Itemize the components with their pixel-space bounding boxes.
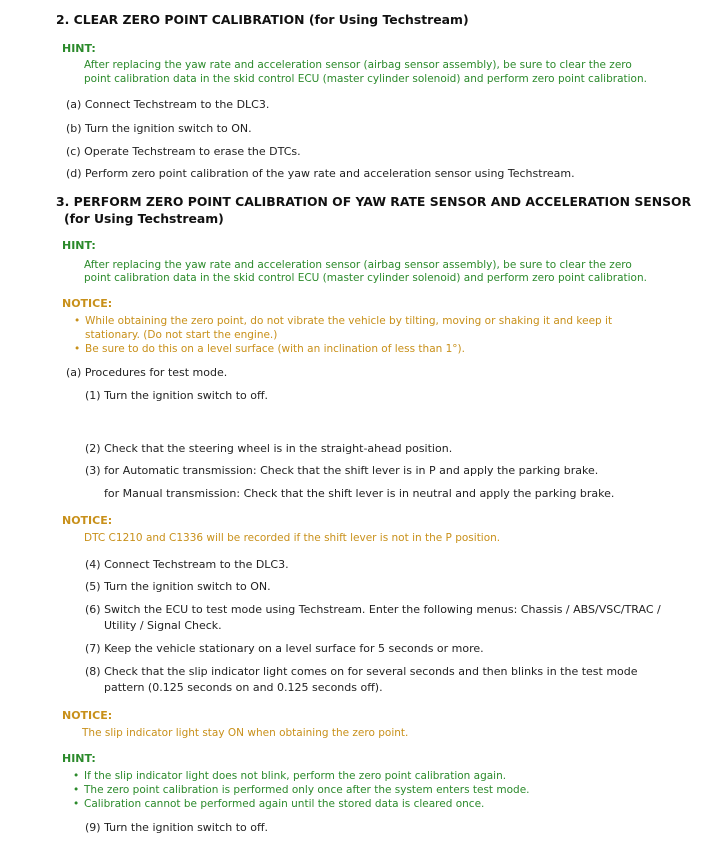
section-2-title: 2. CLEAR ZERO POINT CALIBRATION (for Using Techstream) [56, 12, 469, 27]
hint-label: HINT: [62, 42, 96, 55]
hint-bullet: • Calibration cannot be performed again until the stored data is cleared once. [73, 798, 485, 810]
step-3-manual: for Manual transmission: Check that the shift lever is in neutral and apply the parking brake. [104, 487, 615, 500]
step-7: (7) Keep the vehicle stationary on a level surface for 5 seconds or more. [85, 642, 484, 655]
step-3: (3) for Automatic transmission: Check that the shift lever is in P and apply the parking brake. [85, 464, 599, 477]
notice-label: NOTICE: [62, 709, 113, 722]
hint-text-line: After replacing the yaw rate and acceleration sensor (airbag sensor assembly), be sure to clear the zero [84, 59, 632, 71]
step-5: (5) Turn the ignition switch to ON. [85, 580, 271, 593]
step-4: (4) Connect Techstream to the DLC3. [85, 558, 289, 571]
step-d: (d) Perform zero point calibration of the yaw rate and acceleration sensor using Techstream. [66, 167, 575, 180]
step-a: (a) Connect Techstream to the DLC3. [66, 98, 270, 111]
hint-text-line: point calibration data in the skid control ECU (master cylinder solenoid) and perform zero point calibration. [84, 73, 647, 85]
step-2: (2) Check that the steering wheel is in the straight-ahead position. [85, 442, 453, 455]
notice-label: NOTICE: [62, 514, 113, 527]
notice-bullet-cont: stationary. (Do not start the engine.) [85, 329, 278, 341]
hint-text-line: After replacing the yaw rate and acceleration sensor (airbag sensor assembly), be sure to clear the zero [84, 259, 632, 271]
step-8: (8) Check that the slip indicator light comes on for several seconds and then blinks in the test mode [85, 665, 638, 678]
step-1: (1) Turn the ignition switch to off. [85, 389, 269, 402]
step-6-cont: Utility / Signal Check. [104, 619, 222, 632]
section-3-title-sub: (for Using Techstream) [64, 211, 224, 226]
step-9: (9) Turn the ignition switch to off. [85, 821, 269, 834]
step-6: (6) Switch the ECU to test mode using Techstream. Enter the following menus: Chassis / ABS/VSC/TRAC / [85, 603, 661, 616]
step-b: (b) Turn the ignition switch to ON. [66, 122, 252, 135]
notice-text: DTC C1210 and C1336 will be recorded if the shift lever is not in the P position. [84, 532, 501, 544]
notice-text: The slip indicator light stay ON when obtaining the zero point. [82, 727, 409, 739]
hint-bullet: • The zero point calibration is performed only once after the system enters test mode. [73, 784, 530, 796]
step-8-cont: pattern (0.125 seconds on and 0.125 seconds off). [104, 681, 383, 694]
section-3-title: 3. PERFORM ZERO POINT CALIBRATION OF YAW RATE SENSOR AND ACCELERATION SENSOR [56, 194, 692, 209]
hint-label: HINT: [62, 239, 96, 252]
hint-bullet: • If the slip indicator light does not blink, perform the zero point calibration again. [73, 770, 507, 782]
notice-label: NOTICE: [62, 297, 113, 310]
notice-bullet: • While obtaining the zero point, do not vibrate the vehicle by tilting, moving or shaking it and keep it [74, 315, 613, 327]
notice-bullet: • Be sure to do this on a level surface (with an inclination of less than 1°). [74, 343, 465, 355]
hint-text-line: point calibration data in the skid control ECU (master cylinder solenoid) and perform zero point calibration. [84, 272, 647, 284]
step-a: (a) Procedures for test mode. [66, 366, 228, 379]
step-c: (c) Operate Techstream to erase the DTCs. [66, 145, 301, 158]
hint-label: HINT: [62, 752, 96, 765]
